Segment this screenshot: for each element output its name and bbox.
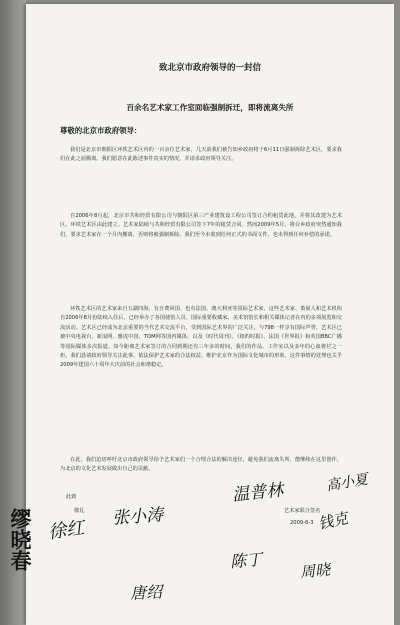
- paragraph-1: 我们是北京市朝阳区环铁艺术区内的一百余位艺术家，几天前我们被告知乡政府将于6月11日强制拆除艺术区，要求我们在此之前搬离。我们愿意在此陈述事件真实的情况，并请求政府领导关注。: [60, 147, 342, 163]
- date-text: 2009-6-3: [290, 520, 314, 526]
- signature-qian-ke: 钱克: [316, 509, 350, 533]
- signoff-text: 艺术家联合签名: [284, 508, 321, 514]
- signature-miao-xiaochun: 缪晓春: [8, 508, 33, 571]
- signature-tang-shao: 唐绍: [129, 582, 163, 603]
- signature-wen-pulin: 温普林: [231, 480, 285, 506]
- paragraph-3: 环铁艺术区的艺术家来自五湖四海，有自费回国、也有法国、澳大利亚等国际艺术家，这些艺术家、策展人和艺术机构自2006年8月份陆续入住后，已经举办了各国使馆人员、国际重要收藏家、美术馆馆长和相关媒体记者在内的多项展览和交流活动。艺术区已经成为北京重要的当代艺术交流平台，受到国际艺术界的广泛关注，与798一样享有国际声誉。艺术区已被中央电视台、新浪网、雅虎中国、TOM网等国内媒体，以及《时代周刊》、《纽约时报》、法国《世界报》和英国BBC广播等国际媒体多次报道。如今距离艺术家签订的合同到期还有三年多的时间，我们的作品、工作室以及多年的心血将付之一炬。我们恳请政府领导关注此事，依法保护艺术家的合法权益，维护北京作为国际文化城市的形象，这件事情的处理也关乎2009年建国六十周年大庆前的社会和谐稳定。: [60, 306, 342, 369]
- paragraph-4: 在此，我们迫切呼吁北京市政府领导给予艺术家们一个合理合法的解决途径，避免我们流离失所，能继续在这里创作，为北京的文化艺术发展做出自己的贡献。: [60, 457, 342, 473]
- signature-zhou-xiao: 周晓: [299, 560, 331, 582]
- signature-xu-hong: 徐红: [46, 517, 86, 544]
- salutation: 尊敬的北京市政府领导：: [60, 126, 142, 135]
- signature-chen-ding: 陈丁: [229, 549, 263, 572]
- signature-gao-xiaoxia: 高小夏: [325, 471, 370, 495]
- closing-text: 此致: [66, 494, 77, 500]
- letter-title: 致北京市政府领导的一封信: [158, 63, 261, 73]
- letter-subtitle: 百余名艺术家工作室面临强制拆迁，即将流离失所: [126, 103, 294, 112]
- paragraph-2: 自2006年8月起，北京市共和经贸有限公司与朝阳区第三产业建筑设工程公司签订合约租赁此地，并将其改建为艺术区。环铁艺术区由此建立。艺术家陆续与共和经贸有限公司签下7年的租赁合同。然而2009年5月，将台乡政府突然通知我们，要求艺术家在一个月内搬离，否则将被强制拆除。我们至今未收到任何正式的书面文件，也未得到任何补偿的承诺。: [60, 213, 342, 238]
- signature-zhang-xiaotao: 张小涛: [111, 505, 164, 529]
- salute-text: 敬礼: [74, 508, 85, 514]
